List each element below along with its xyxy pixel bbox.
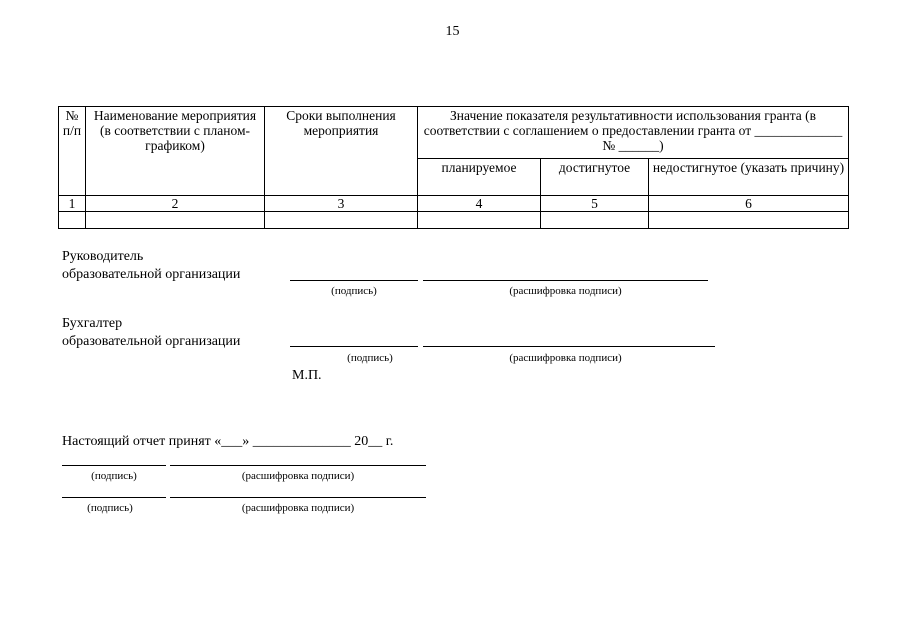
column-number: 3 xyxy=(265,196,418,212)
page-number: 15 xyxy=(445,24,460,39)
acceptance-decoding-line-1[interactable] xyxy=(170,465,426,466)
table-cell[interactable] xyxy=(265,212,418,229)
table-cell[interactable] xyxy=(541,212,649,229)
header-event-name: Наименование мероприятия (в соответствии с планом-графиком) xyxy=(86,107,265,196)
table-cell[interactable] xyxy=(59,212,86,229)
column-number: 4 xyxy=(418,196,541,212)
header-achieved: достигнутое xyxy=(541,159,649,196)
acceptance-signature-line-1[interactable] xyxy=(62,465,166,466)
table-cell[interactable] xyxy=(86,212,265,229)
acceptance-decoding-caption-2: (расшифровка подписи) xyxy=(241,502,355,514)
head-title-line2: образовательной организации xyxy=(62,267,241,282)
column-number: 1 xyxy=(59,196,86,212)
head-decoding-caption: (расшифровка подписи) xyxy=(509,285,622,297)
acceptance-signature-caption-1: (подпись) xyxy=(91,470,137,482)
header-not-achieved: недостигнутое (указать причину) xyxy=(649,159,849,196)
acceptance-decoding-caption-1: (расшифровка подписи) xyxy=(241,470,355,482)
accountant-decoding-caption: (расшифровка подписи) xyxy=(509,352,622,364)
table-header-row xyxy=(59,107,849,159)
table-cell[interactable] xyxy=(418,212,541,229)
head-decoding-line[interactable] xyxy=(423,280,708,281)
table-cell[interactable] xyxy=(649,212,849,229)
acceptance-signature-line-2[interactable] xyxy=(62,497,166,498)
accountant-title-line1: Бухгалтер xyxy=(62,316,123,331)
stamp-place: М.П. xyxy=(292,368,322,383)
header-deadlines: Сроки выполнения мероприятия xyxy=(265,107,418,196)
acceptance-text: Настоящий отчет принят «___» ______________ 20__ г. xyxy=(62,434,394,449)
accountant-title-line2: образовательной организации xyxy=(62,334,241,349)
acceptance-decoding-line-2[interactable] xyxy=(170,497,426,498)
table-row xyxy=(59,212,849,229)
head-title-line1: Руководитель xyxy=(62,249,144,264)
header-indicator-value: Значение показателя результативности использования гранта (в соответствии с соглашением о предоставлении гранта от _____________ № ______) xyxy=(418,107,849,159)
header-planned: планируемое xyxy=(418,159,541,196)
acceptance-signature-caption-2: (подпись) xyxy=(87,502,133,514)
results-table xyxy=(58,106,849,229)
header-number: № п/п xyxy=(59,107,86,196)
accountant-signature-line[interactable] xyxy=(290,346,418,347)
table-number-row xyxy=(59,196,849,212)
head-signature-line[interactable] xyxy=(290,280,418,281)
column-number: 5 xyxy=(541,196,649,212)
accountant-decoding-line[interactable] xyxy=(423,346,715,347)
head-signature-caption: (подпись) xyxy=(331,285,377,297)
accountant-signature-caption: (подпись) xyxy=(347,352,393,364)
column-number: 2 xyxy=(86,196,265,212)
column-number: 6 xyxy=(649,196,849,212)
